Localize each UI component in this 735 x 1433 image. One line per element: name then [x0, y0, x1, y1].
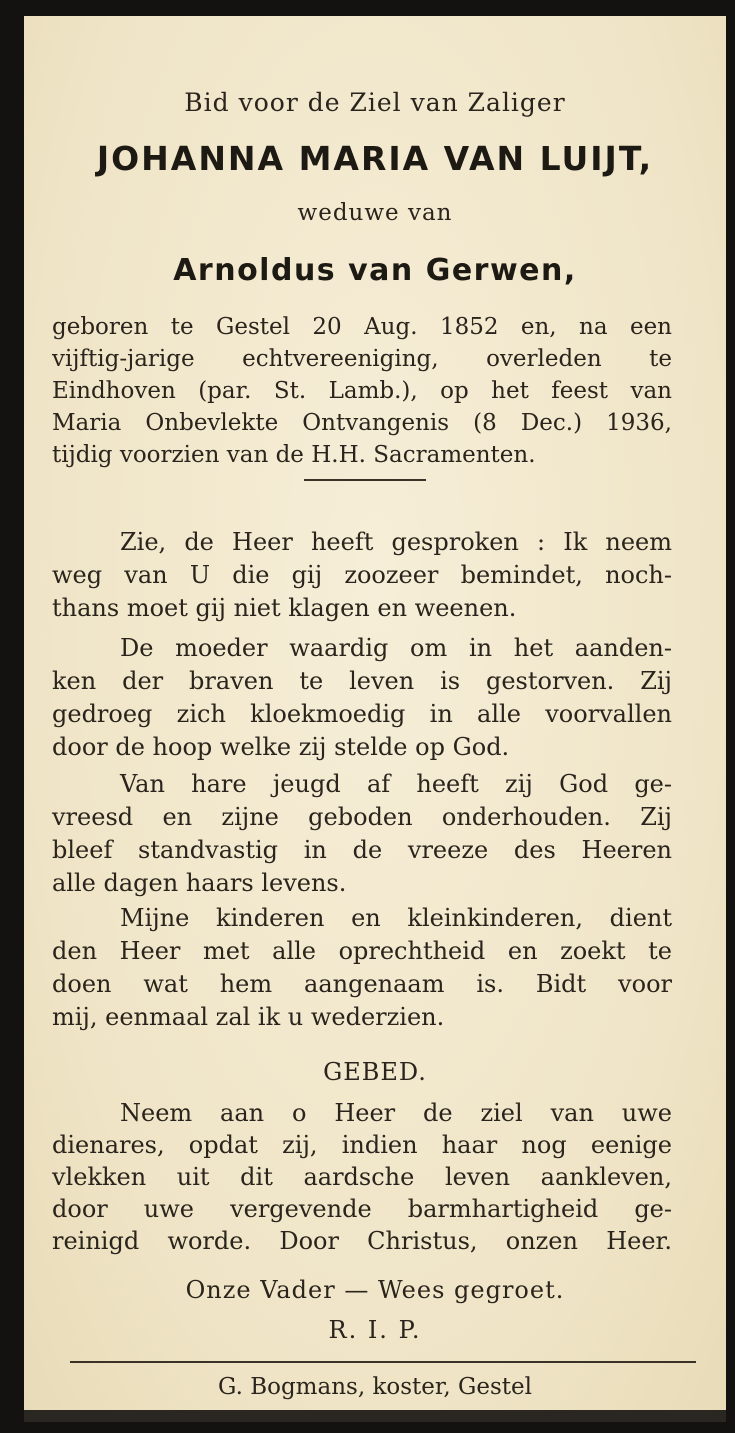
- paragraph-line: door de hoop welke zij stelde op God.: [52, 733, 510, 761]
- prayer-line: Neem aan o Heer de ziel van uwe: [120, 1099, 672, 1127]
- paragraph-line: weg van U die gij zoozeer bemindet, noch-: [52, 561, 672, 589]
- paragraph-line: bleef standvastig in de vreeze des Heeren: [52, 836, 672, 864]
- paragraph-line: De moeder waardig om in het aanden-: [120, 634, 672, 662]
- paragraph-line: thans moet gij niet klagen en weenen.: [52, 594, 517, 622]
- paragraph-line: vreesd en zijne geboden onderhouden. Zij: [52, 803, 672, 831]
- bio-line: vijftig-jarige echtvereeniging, overleden te: [52, 346, 672, 372]
- paragraph-line: doen wat hem aangenaam is. Bidt voor: [52, 970, 672, 998]
- bio-line: tijdig voorzien van de H.H. Sacramenten.: [52, 442, 536, 468]
- paragraph-line: Mijne kinderen en kleinkinderen, dient: [120, 904, 672, 932]
- footer-divider: [70, 1361, 696, 1363]
- prayer-line: door uwe vergevende barmhartigheid ge-: [52, 1195, 672, 1223]
- printer-credit: G. Bogmans, koster, Gestel: [218, 1374, 532, 1400]
- relation: weduwe van: [297, 200, 453, 226]
- deceased-name: JOHANNA MARIA VAN LUIJT,: [96, 139, 654, 178]
- card-edge-shadow: [24, 1410, 726, 1422]
- bio-line: Maria Onbevlekte Ontvangenis (8 Dec.) 1936,: [52, 410, 672, 436]
- paragraph-line: Zie, de Heer heeft gesproken : Ik neem: [120, 528, 672, 556]
- closing-prayers: Onze Vader — Wees gegroet.: [185, 1276, 565, 1304]
- memorial-card: [24, 16, 726, 1410]
- heading: Bid voor de Ziel van Zaliger: [184, 88, 566, 117]
- divider: [304, 479, 426, 481]
- rip: R. I. P.: [328, 1316, 422, 1344]
- prayer-title: GEBED.: [323, 1058, 427, 1086]
- paragraph-line: gedroeg zich kloekmoedig in alle voorvallen: [52, 700, 672, 728]
- paragraph-line: alle dagen haars levens.: [52, 869, 347, 897]
- paragraph-line: Van hare jeugd af heeft zij God ge-: [120, 770, 672, 798]
- paragraph-line: den Heer met alle oprechtheid en zoekt te: [52, 937, 672, 965]
- prayer-line: dienares, opdat zij, indien haar nog eenige: [52, 1131, 672, 1159]
- paragraph-line: ken der braven te leven is gestorven. Zij: [52, 667, 672, 695]
- bio-line: Eindhoven (par. St. Lamb.), op het feest van: [52, 378, 672, 404]
- bio-line: geboren te Gestel 20 Aug. 1852 en, na een: [52, 314, 672, 340]
- prayer-line: vlekken uit dit aardsche leven aankleven,: [52, 1163, 672, 1191]
- spouse-name: Arnoldus van Gerwen,: [173, 253, 577, 288]
- prayer-line: reinigd worde. Door Christus, onzen Heer.: [52, 1227, 672, 1255]
- paragraph-line: mij, eenmaal zal ik u wederzien.: [52, 1003, 445, 1031]
